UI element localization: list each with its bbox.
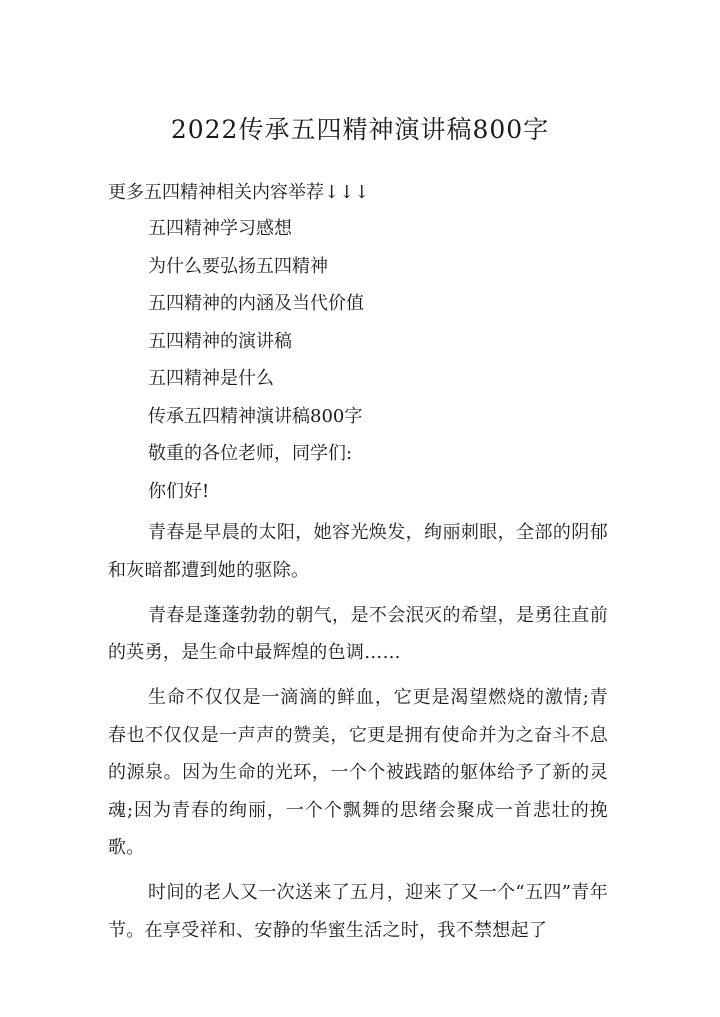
related-item: 为什么要弘扬五四精神 [148,255,328,277]
related-item: 传承五四精神演讲稿800字 [148,405,363,427]
related-item: 五四精神的演讲稿 [148,330,292,352]
greeting-line: 敬重的各位老师，同学们: [148,443,353,464]
related-item: 五四精神的内涵及当代价值 [148,293,364,314]
paragraph: 青春是早晨的太阳，她容光焕发，绚丽刺眼，全部的阴郁和灰暗都遭到她的驱除。 [108,522,608,581]
paragraph: 生命不仅仅是一滴滴的鲜血，它更是渴望燃烧的激情;青春也不仅仅是一声声的赞美，它更是拥有使命并为之奋斗不息的源泉。因为生命的光环，一个个被践踏的躯体给予了新的灵魂;因为青春的绚丽，一个个飘舞的思绪会聚成一首悲壮的挽歌。 [108,687,608,858]
paragraph: 青春是蓬蓬勃勃的朝气，是不会泯灭的希望，是勇往直前的英勇，是生命中最辉煌的色调…… [108,604,608,663]
speech-body [108,514,608,957]
related-intro: 更多五四精神相关内容举荐↓↓↓ [108,182,370,203]
related-item: 五四精神学习感想 [148,218,292,239]
document-title: 2022传承五四精神演讲稿800字 [170,115,550,144]
related-list [148,214,364,514]
greeting-line: 你们好! [148,480,210,502]
related-item: 五四精神是什么 [148,368,274,389]
paragraph: 时间的老人又一次送来了五月，迎来了又一个“五四”青年节。在享受祥和、安静的华蜜生活之时，我不禁想起了 [108,882,608,941]
